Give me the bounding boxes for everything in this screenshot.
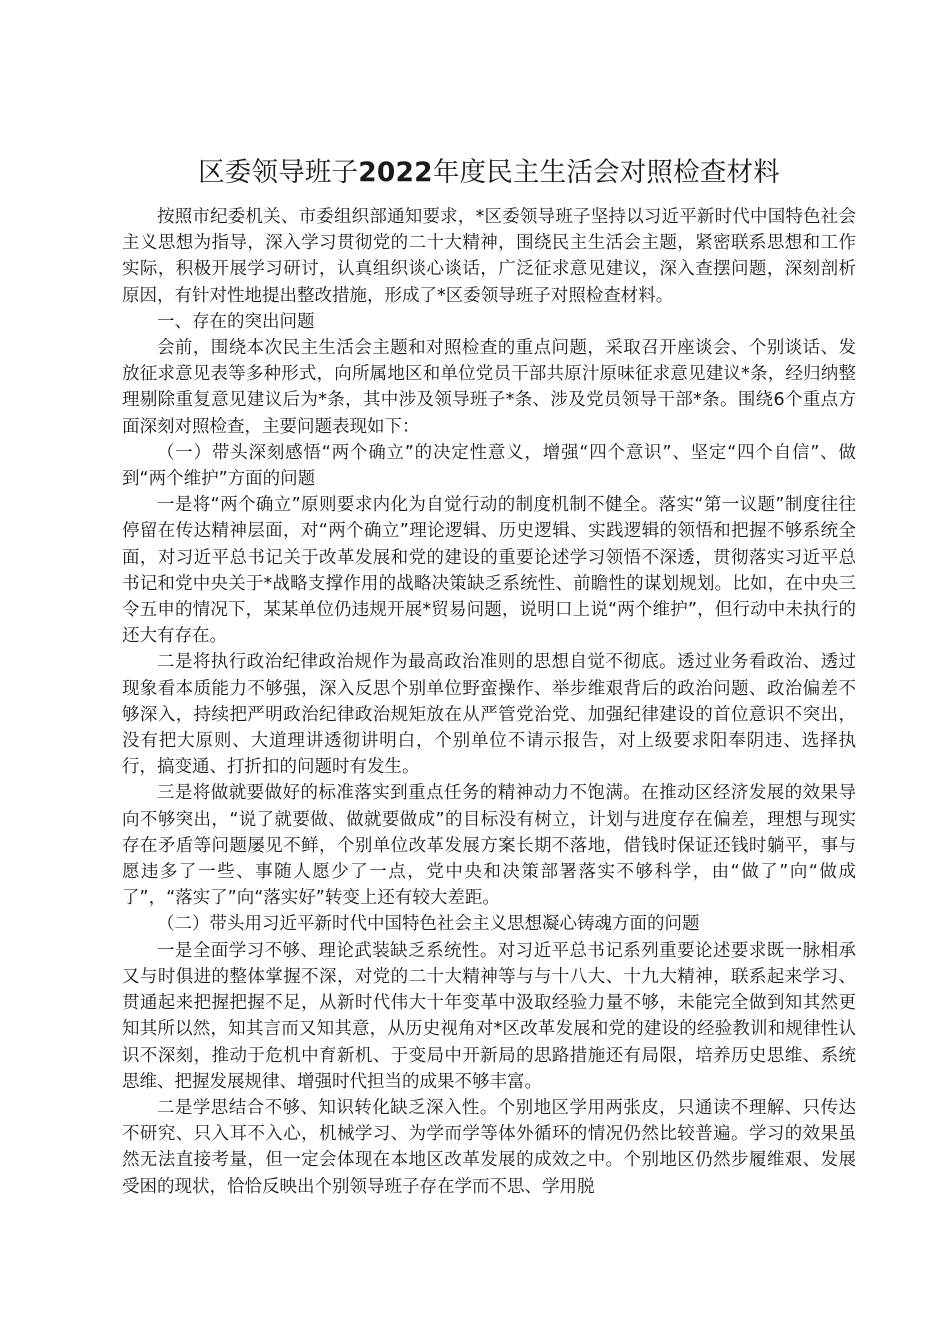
subsection2-paragraph-1: 一是全面学习不够、理论武装缺乏系统性。对习近平总书记系列重要论述要求既一脉相承又与时俱进的整体掌握不深，对党的二十大精神等与与十八大、十九大精神，联系起来学习、贯通起来把握把握不足，从新时代伟大十年变革中汲取经验力量不够，未能完全做到知其然更知其所以然，知其言而又知其意，从历史视角对*区改革发展和党的建设的经验教训和规律性认识不深刻，推动于危机中育新机、于变局中开新局的思路措施还有局限，培养历史思维、系统思维、把握发展规律、增强时代担当的成果不够丰富。 xyxy=(122,940,856,1092)
subsection2-paragraph-2: 二是学思结合不够、知识转化缺乏深入性。个别地区学用两张皮，只通读不理解、只传达不研究、只入耳不入心，机械学习、为学而学等体外循环的情况仍然比较普遍。学习的效果虽然无法直接考量，但一定会体现在本地区改革发展的成效之中。个别地区仍然步履维艰、发展受困的现状，恰恰反映出个别领导班子存在学而不思、学用脱 xyxy=(122,1097,856,1197)
subsection1-paragraph-1: 一是将“两个确立”原则要求内化为自觉行动的制度机制不健全。落实“第一议题”制度往往停留在传达精神层面，对“两个确立”理论逻辑、历史逻辑、实践逻辑的领悟和把握不够系统全面，对习近平总书记关于改革发展和党的建设的重要论述学习领悟不深透，贯彻落实习近平总书记和党中央关于*战略支撑作用的战略决策缺乏系统性、前瞻性的谋划规划。比如，在中央三令五申的情况下，某某单位仍违规开展*贸易问题，说明口上说“两个维护”，但行动中未执行的还大有存在。 xyxy=(122,495,856,647)
document-page xyxy=(122,150,856,1200)
document-title xyxy=(122,150,856,196)
title-prefix: 区委领导班子 xyxy=(198,157,359,188)
title-suffix: 年度民主生活会对照检查材料 xyxy=(432,157,780,188)
section-heading-1: 一、存在的突出问题 xyxy=(157,311,315,332)
title-year: 2022 xyxy=(358,157,433,188)
intro-paragraph: 按照市纪委机关、市委组织部通知要求，*区委领导班子坚持以习近平新时代中国特色社会主义思想为指导，深入学习贯彻党的二十大精神，围绕民主生活会主题，紧密联系思想和工作实际，积极开展学习研讨，认真组织谈心谈话，广泛征求意见建议，深入查摆问题，深刻剖析原因，有针对性地提出整改措施，形成了*区委领导班子对照检查材料。 xyxy=(122,207,856,306)
subsection-heading-2: （二）带头用习近平新时代中国特色社会主义思想凝心铸魂方面的问题 xyxy=(157,914,700,935)
subsection-heading-1: （一）带头深刻感悟“两个确立”的决定性意义，增强“四个意识”、坚定“四个自信”、做到“两个维护”方面的问题 xyxy=(122,442,856,490)
section1-intro-paragraph: 会前，围绕本次民主生活会主题和对照检查的重点问题，采取召开座谈会、个别谈话、发放征求意见表等多种形式，向所属地区和单位党员干部共原汁原味征求意见建议*条，经归纳整理剔除重复意见建议后为*条，其中涉及领导班子*条、涉及党员领导干部*条。围绕6个重点方面深刻对照检查，主要问题表现如下： xyxy=(122,338,856,437)
subsection1-paragraph-3: 三是将做就要做好的标准落实到重点任务的精神动力不饱满。在推动区经济发展的效果导向不够突出，“说了就要做、做就要做成”的目标没有树立，计划与进度存在偏差，理想与现实存在矛盾等问题屡见不鲜，个别单位改革发展方案长期不落地，借钱时保证还钱时躺平，事与愿违多了一些、事随人愿少了一点，党中央和决策部署落实不够科学，由“做了”向“做成了”，“落实了”向“落实好”转变上还有较大差距。 xyxy=(122,783,856,909)
subsection1-paragraph-2: 二是将执行政治纪律政治规作为最高政治准则的思想自觉不彻底。透过业务看政治、透过现象看本质能力不够强，深入反思个别单位野蛮操作、举步维艰背后的政治问题、政治偏差不够深入，持续把严明政治纪律政治规矩放在从严管党治党、加强纪律建设的首位意识不突出，没有把大原则、大道理讲透彻讲明白，个别单位不请示报告，对上级要求阳奉阴违、选择执行，搞变通、打折扣的问题时有发生。 xyxy=(122,652,856,778)
